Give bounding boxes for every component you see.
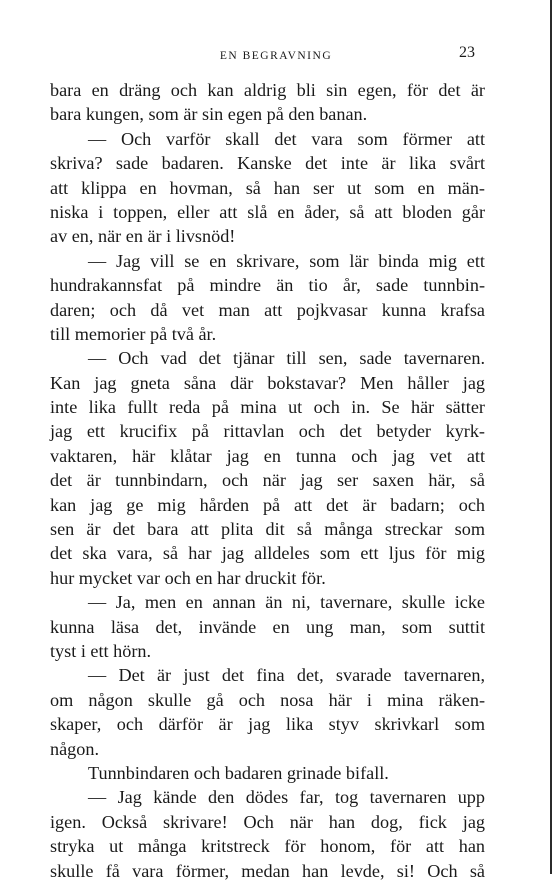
text-line: Kan jag gneta såna där bokstavar? Men håller jag xyxy=(50,372,485,393)
text-line: kan jag ge mig hården på att det är badarn; och xyxy=(50,494,485,515)
text-line: jag ett krucifix på rittavlan och det betyder kyrk- xyxy=(50,421,485,442)
text-line: — Och varför skall det vara som förmer att xyxy=(88,128,485,149)
text-line: skulle få vara förmer, medan han levde, si! Och så xyxy=(50,860,485,881)
text-line: stryka ut många kritstreck för honom, för att han xyxy=(50,836,485,857)
text-line: — Ja, men en annan än ni, tavernare, skulle icke xyxy=(88,592,485,613)
text-line: bara kungen, som är sin egen på den banan. xyxy=(50,104,368,125)
text-line: till memorier på två år. xyxy=(50,323,217,344)
text-line: hundrakannsfat på mindre än tio år, sade tunnbin- xyxy=(50,275,485,296)
text-line: — Jag kände den dödes far, tog tavernaren upp xyxy=(88,787,485,808)
text-line: skriva? sade badaren. Kanske det inte är lika svårt xyxy=(50,153,485,174)
text-line: skaper, och därför är jag lika styv skrivkarl som xyxy=(50,714,485,735)
text-line: igen. Också skrivare! Och när han dog, fick jag xyxy=(50,811,485,832)
text-line: sen är det bara att plita dit så många streckar som xyxy=(50,519,485,540)
text-line: det är tunnbindarn, och när jag ser saxen här, så xyxy=(50,470,485,491)
text-line: Tunnbindaren och badaren grinade bifall. xyxy=(88,762,389,783)
text-line: — Det är just det fina det, svarade tavernaren, xyxy=(88,665,485,686)
text-line: kunna läsa det, invände en ung man, som suttit xyxy=(50,616,485,637)
text-line: tyst i ett hörn. xyxy=(50,640,152,661)
text-line: — Jag vill se en skrivare, som lär binda mig ett xyxy=(88,250,485,271)
text-line: bara en dräng och kan aldrig bli sin egen, för det är xyxy=(50,80,485,100)
text-line: vaktaren, här klåtar jag en tunna och jag vet att xyxy=(50,445,485,466)
text-line: att klippa en hovman, så han ser ut som en män- xyxy=(50,177,485,198)
running-title: EN BEGRAVNING xyxy=(219,50,333,62)
text-line: daren; och då vet man att pojkvasar kunna krafsa xyxy=(50,299,485,320)
text-line: hur mycket var och en har druckit för. xyxy=(50,567,326,588)
body-text xyxy=(50,78,485,883)
text-line: om någon skulle gå och nosa här i mina räken- xyxy=(50,689,485,710)
text-line: av en, när en är i livsnöd! xyxy=(50,226,236,247)
page-number: 23 xyxy=(459,44,475,61)
text-line: det ska vara, så har jag alldeles som ett ljus för mig xyxy=(50,543,485,564)
text-line: inte lika fullt reda på mina ut och in. Se här sätter xyxy=(50,397,485,418)
text-line: niska i toppen, eller att slå en åder, så att bloden går xyxy=(50,201,485,222)
text-line: någon. xyxy=(50,738,99,759)
text-line: — Och vad det tjänar till sen, sade tavernaren. xyxy=(88,348,485,369)
